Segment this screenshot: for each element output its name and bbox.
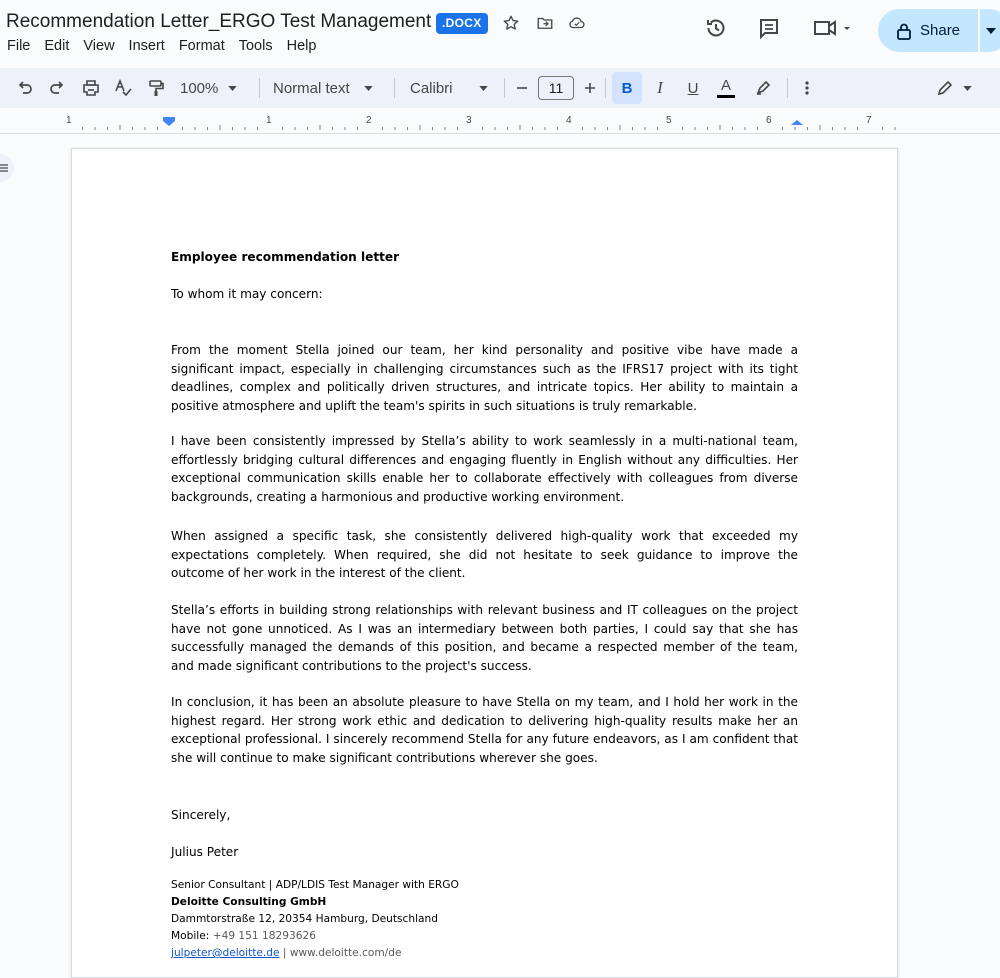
- left-indent-marker: [163, 117, 175, 126]
- font-family-select[interactable]: [410, 68, 495, 108]
- caret-down-icon: [364, 86, 373, 91]
- zoom-select[interactable]: [180, 68, 250, 108]
- paragraph: I have been consistently impressed by Stella’s ability to work seamlessly in a multi-national team, effortlessly bridging cultural differences and engaging fluently in English without any difficulties. Her exceptional communication skills enable her to collaborate effectively with colleagues from diverse backgrounds, creating a harmonious and productive working environment.: [171, 434, 798, 504]
- meet-camera-icon[interactable]: [812, 16, 852, 40]
- menu-edit[interactable]: Edit: [44, 38, 70, 54]
- letter-heading: Employee recommendation letter: [171, 250, 400, 264]
- pencil-icon: [937, 80, 953, 96]
- underline-button[interactable]: U: [687, 79, 699, 97]
- print-icon[interactable]: [80, 68, 102, 108]
- comments-icon[interactable]: [757, 16, 781, 40]
- right-indent-marker: [791, 120, 803, 125]
- ruler[interactable]: [0, 112, 1000, 134]
- email-link[interactable]: julpeter@deloitte.de: [171, 947, 280, 959]
- text-color-swatch: [717, 95, 735, 98]
- paragraph: Stella’s efforts in building strong relationships with relevant business and IT colleagues on the project have not gone unnoticed. As I was an intermediary between both parties, I could say that she has successfully managed the demands of this position, and became a respected member of the team, and made significant contributions to the project's success.: [171, 603, 798, 673]
- decrease-font-size-button[interactable]: [512, 68, 532, 108]
- signer-name: Julius Peter: [171, 845, 239, 859]
- ruler-number: 1: [266, 115, 272, 126]
- paragraph: In conclusion, it has been an absolute pleasure to have Stella on my team, and I hold her work in the highest regard. Her strong work ethic and dedication to delivering high-quality results make her an exceptional professional. I sincerely recommend Stella for any future endeavors, as I am confident that she will continue to make significant contributions wherever she goes.: [171, 695, 798, 765]
- toolbar-divider: [787, 78, 788, 98]
- font-size-input[interactable]: 11: [538, 76, 574, 100]
- signature-links-line: [171, 945, 459, 962]
- paragraph: From the moment Stella joined our team, her kind personality and positive vibe have made a significant impact, especially in challenging circumstances such as the IFRS17 project with its tight deadlines, complex and politically driven structures, and intricate topics. Her ability to maintain a positive atmosphere and uplift the team's spirits in such situations is truly remarkable.: [171, 343, 798, 413]
- toolbar: [0, 68, 1000, 108]
- ruler-number: 1: [66, 115, 72, 126]
- paint-format-icon[interactable]: [145, 68, 167, 108]
- caret-down-icon: [228, 86, 237, 91]
- ruler-number: 6: [766, 115, 772, 126]
- spellcheck-icon[interactable]: [112, 68, 134, 108]
- caret-down-icon: [986, 28, 996, 34]
- menu-file[interactable]: File: [7, 38, 31, 54]
- zoom-value: 100%: [180, 79, 219, 97]
- mobile-number: +49 151 18293626: [212, 930, 316, 942]
- cloud-status-icon[interactable]: [566, 12, 588, 34]
- signature-mobile-line: [171, 928, 459, 945]
- highlight-icon[interactable]: [752, 68, 774, 108]
- signature-company: Deloitte Consulting GmbH: [171, 896, 327, 908]
- paragraph: When assigned a specific task, she consistently delivered high-quality work that exceeded my expectations completely. When required, she did not hesitate to seek guidance to improve the outcome of her work in the interest of the client.: [171, 529, 798, 581]
- move-to-folder-icon[interactable]: [534, 12, 556, 34]
- more-options-icon[interactable]: [797, 68, 817, 108]
- website-link[interactable]: www.deloitte.com/de: [289, 947, 402, 959]
- text-color-button[interactable]: [715, 68, 737, 108]
- redo-icon[interactable]: [46, 68, 68, 108]
- star-icon[interactable]: [500, 12, 522, 34]
- share-button[interactable]: [878, 9, 978, 52]
- salutation: To whom it may concern:: [171, 287, 323, 301]
- lock-icon: [896, 22, 912, 40]
- menu-bar: [7, 38, 330, 54]
- toolbar-divider: [259, 78, 260, 98]
- version-history-icon[interactable]: [704, 16, 728, 40]
- increase-font-size-button[interactable]: [580, 68, 600, 108]
- email-signature: [171, 877, 459, 962]
- link-separator: |: [282, 947, 287, 959]
- menu-tools[interactable]: Tools: [238, 38, 273, 54]
- menu-view[interactable]: View: [83, 38, 115, 54]
- document-title[interactable]: Recommendation Letter_ERGO Test Management: [6, 11, 432, 32]
- menu-insert[interactable]: Insert: [128, 38, 165, 54]
- mobile-label: Mobile:: [171, 930, 210, 942]
- signature-address: Dammtorstraße 12, 20354 Hamburg, Deutschland: [171, 913, 438, 925]
- file-type-badge: .DOCX: [436, 13, 488, 34]
- caret-down-icon: [479, 86, 488, 91]
- toolbar-divider: [605, 78, 606, 98]
- bold-button[interactable]: B: [612, 72, 642, 104]
- ruler-number: 2: [366, 115, 372, 126]
- editing-mode-button[interactable]: [930, 68, 978, 108]
- minus-icon: [516, 82, 528, 94]
- paragraph-style-value: Normal text: [273, 79, 350, 97]
- italic-button[interactable]: I: [657, 78, 663, 97]
- toolbar-divider: [394, 78, 395, 98]
- outline-icon: [0, 164, 8, 172]
- plus-icon: [584, 82, 596, 94]
- ruler-ticks: [0, 112, 1000, 134]
- signature-title: Senior Consultant | ADP/LDIS Test Manager with ERGO: [171, 879, 459, 891]
- undo-icon[interactable]: [14, 68, 36, 108]
- caret-down-icon: [963, 86, 972, 91]
- font-family-value: Calibri: [410, 79, 453, 97]
- menu-help[interactable]: Help: [286, 38, 317, 54]
- menu-format[interactable]: Format: [178, 38, 225, 54]
- paragraph-style-select[interactable]: [273, 68, 383, 108]
- ruler-number: 5: [666, 115, 672, 126]
- text-color-label: A: [720, 76, 731, 94]
- share-dropdown-button[interactable]: [980, 9, 1000, 52]
- share-label: Share: [920, 22, 961, 39]
- toolbar-divider: [504, 78, 505, 98]
- title-bar: [0, 0, 1000, 64]
- closing: Sincerely,: [171, 808, 231, 822]
- ruler-number: 3: [466, 115, 472, 126]
- ruler-number: 7: [866, 115, 872, 126]
- ruler-number: 4: [566, 115, 572, 126]
